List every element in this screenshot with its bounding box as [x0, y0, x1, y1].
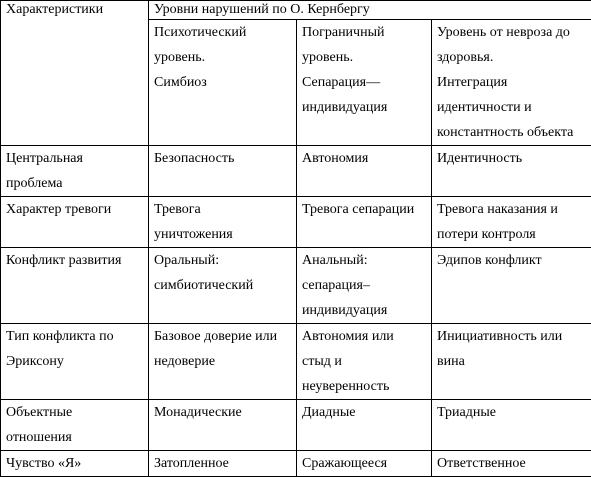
row-label-cell	[1, 197, 149, 248]
header-cell-neurotic-level	[432, 20, 591, 146]
header-cell-characteristics	[1, 1, 149, 146]
cell-text: Монадические	[154, 400, 296, 425]
cell-text: Триадные	[437, 400, 591, 425]
row-label-cell	[1, 146, 149, 197]
table-cell	[432, 451, 591, 477]
table-cell	[432, 400, 591, 451]
cell-text: Базовое доверие или недоверие	[154, 324, 296, 374]
table-cell	[149, 248, 297, 324]
table-header-row	[1, 1, 591, 20]
cell-text: Тревога наказания и потери контроля	[437, 197, 591, 247]
header-characteristics-text: Характеристики	[6, 1, 148, 19]
cell-text: Оральный: симбиотический	[154, 248, 296, 298]
table-cell	[149, 400, 297, 451]
table-cell	[297, 197, 432, 248]
cell-text: Затопленное	[154, 451, 296, 476]
cell-text: Инициативность или вина	[437, 324, 591, 374]
table-cell	[149, 324, 297, 400]
cell-text: Тревога уничтожения	[154, 197, 296, 247]
row-label-cell	[1, 324, 149, 400]
header-psychotic-level-text: Психотический уровень. Симбиоз	[154, 20, 296, 95]
cell-text: Идентичность	[437, 146, 591, 171]
row-label-cell	[1, 400, 149, 451]
row-label-cell	[1, 451, 149, 477]
table-cell	[432, 197, 591, 248]
table-row	[1, 248, 591, 324]
cell-text: Безопасность	[154, 146, 296, 171]
cell-text: Диадные	[302, 400, 431, 425]
cell-text: Эдипов конфликт	[437, 248, 591, 273]
header-cell-borderline-level	[297, 20, 432, 146]
cell-text: Анальный: сепарация– индивидуация	[302, 248, 431, 323]
table-cell	[432, 146, 591, 197]
table-row	[1, 146, 591, 197]
header-cell-kernberg-levels	[149, 1, 591, 20]
row-label-text: Чувство «Я»	[6, 451, 148, 476]
cell-text: Автономия или стыд и неуверенность	[302, 324, 431, 399]
table-cell	[149, 146, 297, 197]
table-cell	[297, 451, 432, 477]
cell-text: Тревога сепарации	[302, 197, 431, 222]
table-cell	[432, 248, 591, 324]
cell-text: Сражающееся	[302, 451, 431, 476]
table-cell	[297, 400, 432, 451]
header-neurotic-level-text: Уровень от невроза до здоровья. Интеграция идентичности и константность объекта	[437, 20, 591, 145]
row-label-cell	[1, 248, 149, 324]
table-cell	[297, 248, 432, 324]
table-row	[1, 400, 591, 451]
header-kernberg-levels-text: Уровни нарушений по О. Кернбергу	[154, 1, 591, 19]
row-label-text: Тип конфликта по Эриксону	[6, 324, 148, 374]
table-cell	[149, 197, 297, 248]
cell-text: Ответственное	[437, 451, 591, 476]
table-cell	[149, 451, 297, 477]
header-borderline-level-text: Пограничный уровень. Сепарация— индивидуация	[302, 20, 431, 120]
row-label-text: Центральная проблема	[6, 146, 148, 196]
table-row	[1, 197, 591, 248]
table-cell	[297, 324, 432, 400]
table-cell	[297, 146, 432, 197]
table-cell	[432, 324, 591, 400]
header-cell-psychotic-level	[149, 20, 297, 146]
row-label-text: Конфликт развития	[6, 248, 148, 273]
row-label-text: Объектные отношения	[6, 400, 148, 450]
table-row	[1, 451, 591, 477]
row-label-text: Характер тревоги	[6, 197, 148, 222]
table-row	[1, 324, 591, 400]
cell-text: Автономия	[302, 146, 431, 171]
